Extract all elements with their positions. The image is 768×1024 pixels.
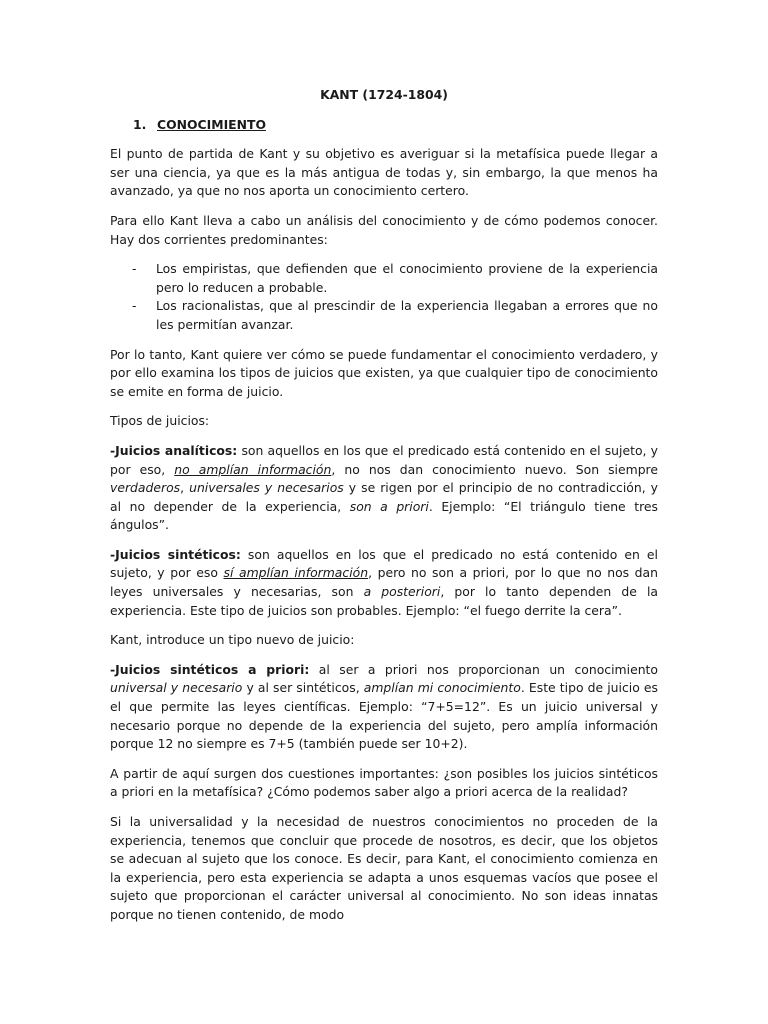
section-heading — [133, 116, 658, 135]
paragraph-questions: A partir de aquí surgen dos cuestiones importantes: ¿son posibles los juicios sintéticos a priori en la metafísica? ¿Cómo podemos saber algo a priori acerca de la realidad? — [110, 765, 658, 800]
currents-list — [110, 260, 658, 334]
list-dash: - — [132, 298, 137, 314]
term-label: -Juicios sintéticos: — [110, 546, 241, 562]
emphasis: a posteriori — [363, 584, 441, 600]
emphasis: son a priori — [349, 498, 429, 514]
list-item — [110, 260, 658, 297]
paragraph-analytic-judgments: -Juicios analíticos: son aquellos en los que el predicado está contenido en el sujeto, y por eso, no amplían información, no nos dan conocimiento nuevo. Son siempre verdaderos, universales y necesarios y se rigen por el principio de no contradicción, y al no depender de la experiencia, son a priori. Ejemplo: “El triángulo tiene tres ángulos”. — [110, 442, 659, 533]
paragraph-new-judgment: Kant, introduce un tipo nuevo de juicio: — [110, 632, 355, 648]
list-item-text: Los racionalistas, que al prescindir de la experiencia llegaban a errores que no les permitían avanzar. — [156, 298, 658, 332]
list-item-text: Los empiristas, que defienden que el conocimiento proviene de la experiencia pero lo reducen a probable. — [156, 261, 658, 295]
emphasis: amplían mi conocimiento — [363, 680, 521, 696]
term-label: -Juicios sintéticos a priori: — [110, 661, 310, 677]
document-body — [110, 86, 658, 925]
paragraph-universality: Si la universalidad y la necesidad de nuestros conocimientos no proceden de la experiencia, tenemos que concluir que procede de nosotros, es decir, que los objetos se adecuan al sujeto que los conoce. Es decir, para Kant, el conocimiento comienza en la experiencia, pero esta experiencia se adapta a unos esquemas vacíos que posee el sujeto que proporcionan el carácter universal al conocimiento. No son ideas innatas porque no tienen contenido, de modo — [110, 814, 658, 922]
paragraph-synthetic-judgments: -Juicios sintéticos: son aquellos en los que el predicado no está contenido en el sujeto, y por eso sí amplían información, pero no son a priori, por lo que no nos dan leyes universales y necesarias, son a posteriori, por lo tanto dependen de la experiencia. Este tipo de juicios son probables. Ejemplo: “el fuego derrite la cera”. — [110, 546, 658, 618]
paragraph-synthetic-a-priori: -Juicios sintéticos a priori: al ser a priori nos proporcionan un conocimiento universal y necesario y al ser sintéticos, amplían mi conocimiento. Este tipo de juicio es el que permite las leyes científicas. Ejemplo: “7+5=12”. Es un juicio universal y necesario porque no depende de la experiencia del sujeto, pero amplía información porque 12 no siempre es 7+5 (también puede ser 10+2). — [110, 661, 658, 752]
emphasis: universales y necesarios — [189, 480, 344, 496]
paragraph-intro: El punto de partida de Kant y su objetivo es averiguar si la metafísica puede llegar a ser una ciencia, ya que es la más antigua de todas y, sin embargo, la que menos ha avanzado, ya que no nos aporta un conocimiento certero. — [110, 146, 658, 199]
paragraph-types-heading: Tipos de juicios: — [110, 413, 210, 429]
document-title: KANT (1724-1804) — [320, 87, 448, 102]
paragraph-analysis: Para ello Kant lleva a cabo un análisis del conocimiento y de cómo podemos conocer. Hay dos corrientes predominantes: — [110, 212, 658, 247]
list-item — [110, 297, 658, 334]
emphasis-underlined: sí amplían información — [223, 565, 369, 581]
term-label: -Juicios analíticos: — [110, 442, 238, 458]
section-number: 1. — [133, 116, 147, 132]
emphasis: verdaderos — [110, 480, 181, 496]
emphasis-underlined: no amplían información — [174, 461, 332, 477]
paragraph-judgments: Por lo tanto, Kant quiere ver cómo se puede fundamentar el conocimiento verdadero, y por ello examina los tipos de juicios que existen, ya que cualquier tipo de conocimiento se emite en forma de juicio. — [110, 346, 658, 399]
emphasis: universal y necesario — [110, 680, 243, 696]
list-dash: - — [132, 261, 137, 277]
section-label: CONOCIMIENTO — [157, 116, 266, 132]
